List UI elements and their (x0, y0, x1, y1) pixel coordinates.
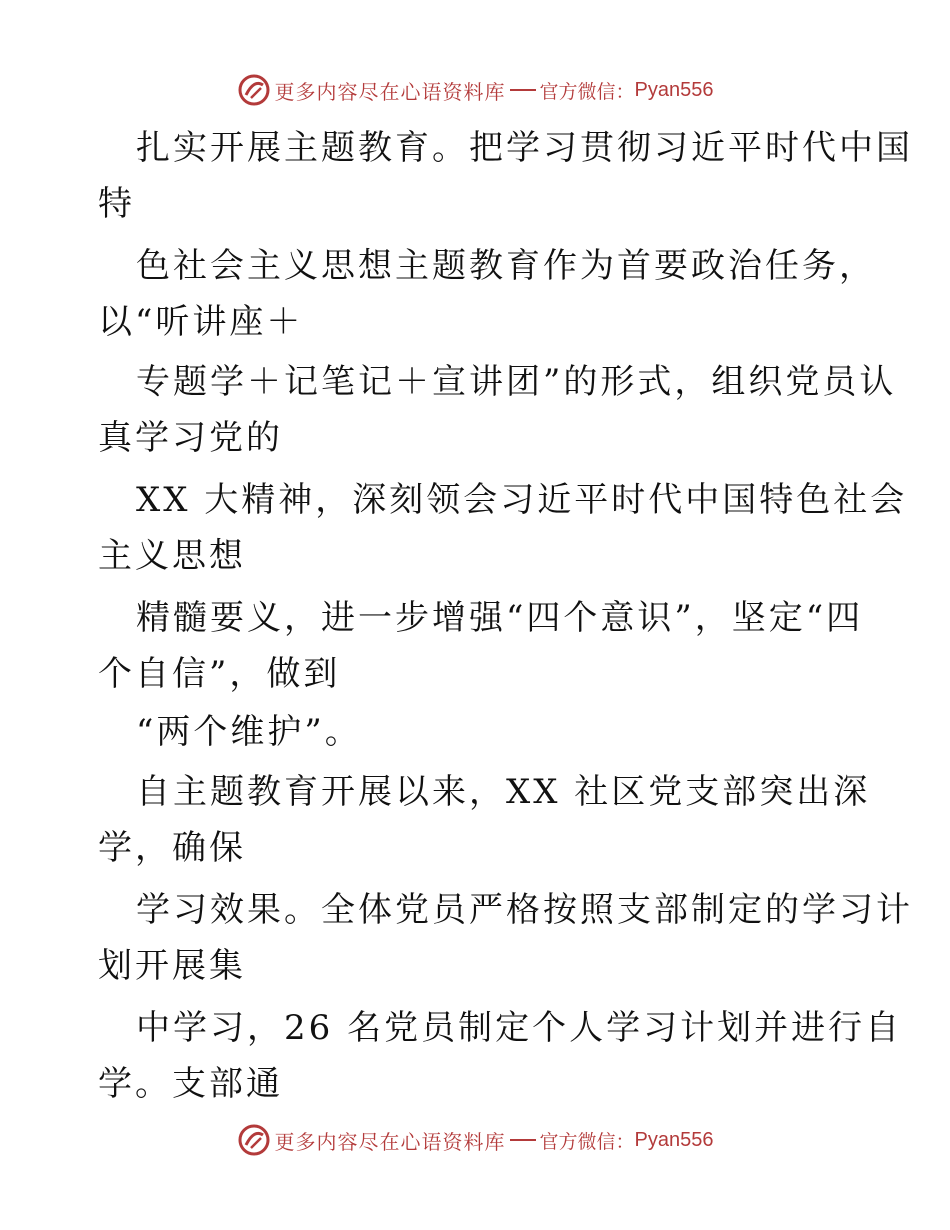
swirl-pen-logo-icon (237, 73, 271, 107)
watermark-dash (510, 1139, 536, 1141)
text-line-7: XX 大精神，深刻领会习近平时代中国特色社会 (136, 480, 908, 520)
header-watermark (0, 70, 950, 110)
swirl-pen-logo-icon (237, 1123, 271, 1157)
text-line-14: 学习效果。全体党员严格按照支部制定的学习计 (136, 890, 913, 930)
text-line-1: 扎实开展主题教育。把学习贯彻习近平时代中国 (136, 128, 913, 168)
text-line-6: 真学习党的 (98, 418, 283, 458)
watermark-text: 更多内容尽在心语资料库 (274, 79, 506, 104)
watermark-contact-id: Pyan556 (634, 78, 714, 101)
text-line-15: 划开展集 (98, 946, 246, 986)
watermark-contact-id: Pyan556 (634, 1128, 714, 1151)
text-line-9: 精髓要义，进一步增强“四个意识”，坚定“四 (136, 598, 864, 638)
text-line-11: “两个维护”。 (136, 712, 362, 752)
text-line-10: 个自信”，做到 (98, 654, 341, 694)
text-line-3: 色社会主义思想主题教育作为首要政治任务， (136, 246, 876, 286)
footer-watermark (0, 1120, 950, 1160)
text-line-12: 自主题教育开展以来，XX 社区党支部突出深 (136, 772, 871, 812)
text-line-17: 学。支部通 (98, 1064, 283, 1104)
watermark-text: 更多内容尽在心语资料库 (274, 1129, 506, 1154)
text-line-16: 中学习，26 名党员制定个人学习计划并进行自 (136, 1008, 903, 1048)
watermark-contact-label: 官方微信： (539, 80, 635, 103)
text-line-8: 主义思想 (98, 536, 246, 576)
text-line-13: 学，确保 (98, 828, 246, 868)
text-line-5: 专题学＋记笔记＋宣讲团”的形式，组织党员认 (136, 362, 897, 402)
text-line-2: 特 (98, 184, 135, 224)
watermark-dash (510, 89, 536, 91)
text-line-4: 以“听讲座＋ (98, 302, 304, 342)
watermark-contact-label: 官方微信： (539, 1130, 635, 1153)
